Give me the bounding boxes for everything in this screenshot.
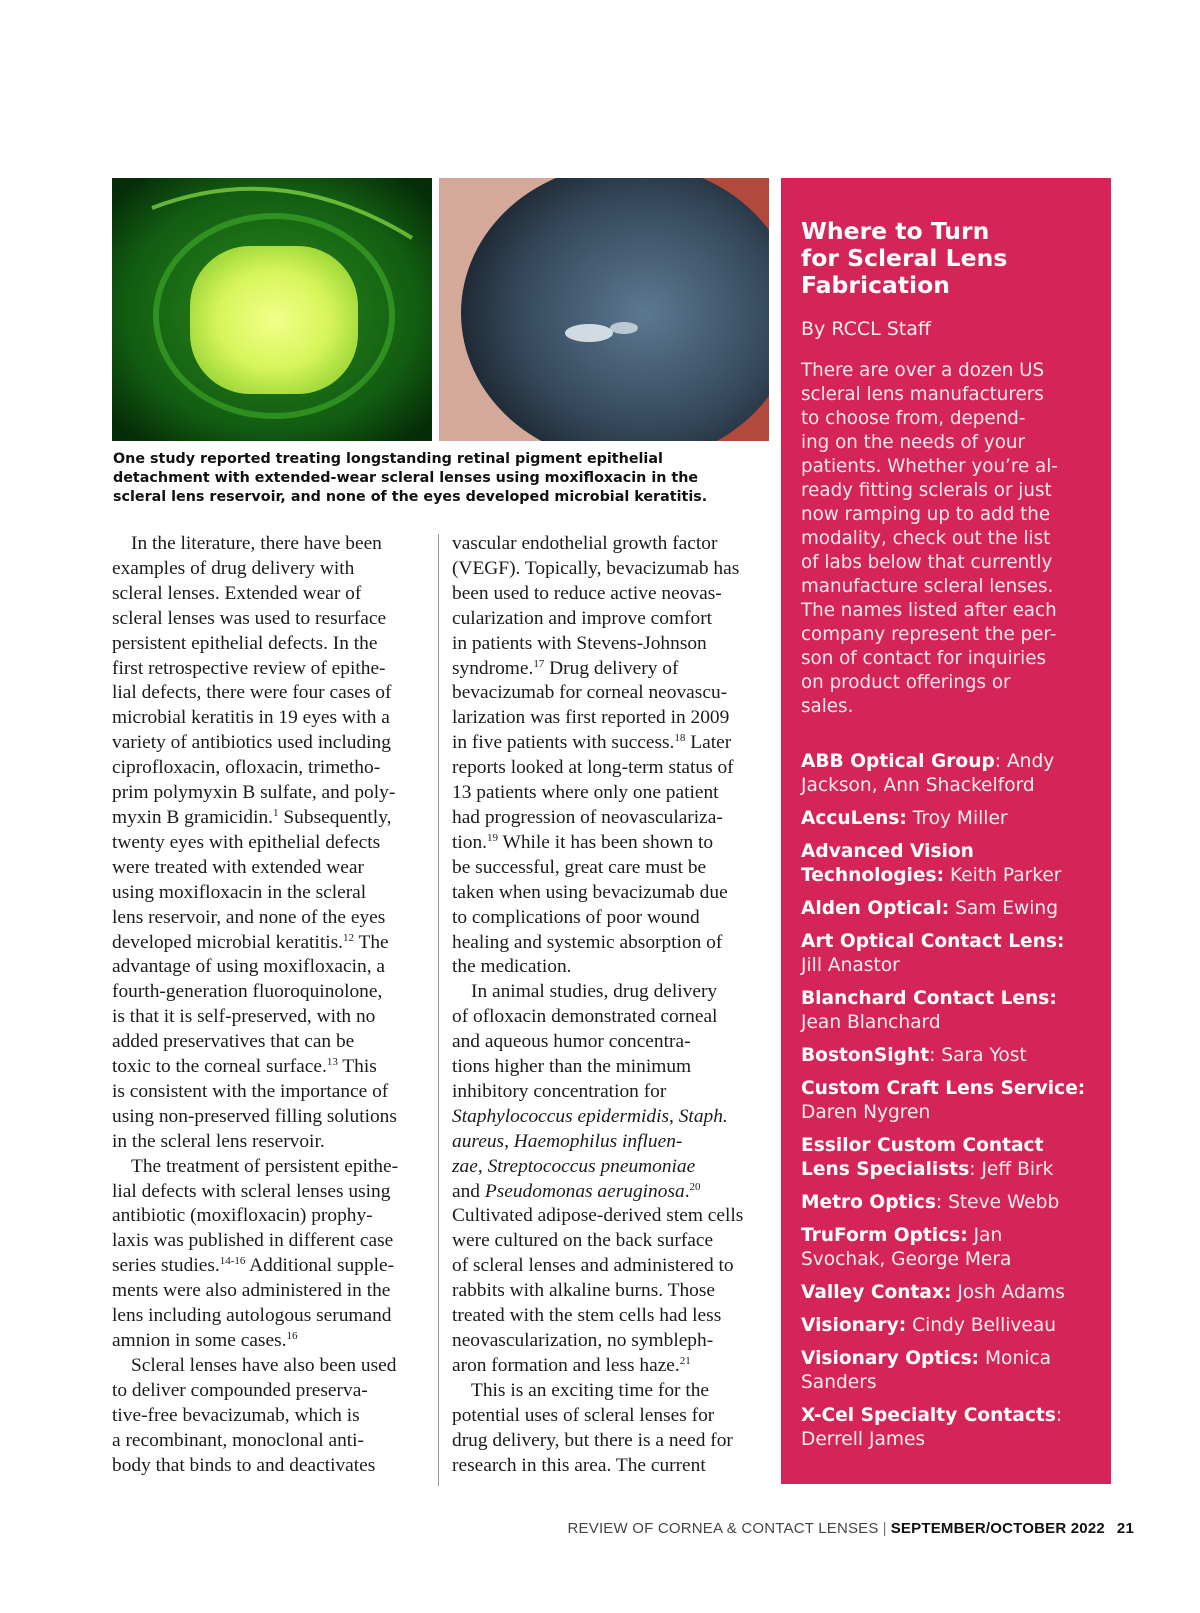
lab-company: Alden Optical: (801, 898, 950, 919)
body-text-line: In animal studies, drug delivery (471, 981, 718, 1003)
body-text-line: tion.$^{19}$ While it has been shown to (452, 831, 714, 853)
lab-company: Custom Craft Lens Service: (801, 1078, 1086, 1099)
lab-contact: Josh Adams (951, 1282, 1065, 1303)
body-text-line: and aqueous humor concentra- (452, 1031, 691, 1053)
body-text-line: the medication. (452, 956, 572, 978)
citation-ref: 14-16 (219, 1255, 246, 1268)
intro-line: modality, check out the list (801, 528, 1051, 549)
blue-cornea-eye-photo (439, 178, 769, 441)
lab-contact: : Sara Yost (929, 1045, 1027, 1066)
sidebar-intro (801, 359, 1106, 719)
body-text-line: tions higher than the minimum (452, 1056, 692, 1078)
citation-ref: 13 (326, 1056, 338, 1069)
citation-ref: 1 (273, 806, 279, 819)
body-text-line: healing and systemic absorption of (452, 931, 723, 953)
lab-contact: Sam Ewing (949, 898, 1058, 919)
body-text-line: of scleral lenses and administered to (452, 1255, 734, 1277)
sidebar-title: Where to Turn for Scleral Lens Fabrication (801, 217, 1008, 299)
body-text-line: amnion in some cases.$^{16}$ (112, 1330, 298, 1351)
lab-contact: Jill Anastor (801, 955, 900, 976)
body-text-line: larization was first reported in 2009 (452, 707, 730, 729)
body-text-line: added preservatives that can be (112, 1031, 355, 1053)
body-text-line: to complications of poor wound (452, 906, 700, 928)
body-text-line: antibiotic (moxifloxacin) prophy- (112, 1205, 373, 1227)
page-footer (568, 1520, 1135, 1537)
lab-contact: Sanders (801, 1372, 877, 1393)
article-column-right (452, 532, 772, 1478)
caption-line: scleral lens reservoir, and none of the eyes developed microbial keratitis. (113, 489, 708, 505)
body-text-line: neovascularization, no symbleph- (452, 1330, 714, 1351)
citation-ref: 17 (533, 657, 545, 670)
lab-entry (801, 750, 1106, 798)
lab-entry (801, 1224, 1106, 1272)
citation-ref: 18 (674, 732, 686, 745)
body-text-line: in the scleral lens reservoir. (112, 1130, 325, 1152)
body-text-line: laxis was published in different case (112, 1230, 394, 1252)
lab-contact: Monica (979, 1348, 1052, 1369)
lab-entry (801, 1191, 1106, 1215)
lab-entry (801, 1281, 1106, 1305)
body-text-line: examples of drug delivery with (112, 557, 355, 579)
intro-line: son of contact for inquiries (801, 648, 1047, 669)
body-text-line: lens including autologous serumand (112, 1305, 392, 1327)
lab-company: Metro Optics (801, 1192, 936, 1213)
citation-ref: 21 (679, 1354, 691, 1367)
body-text-line: research in this area. The current (452, 1454, 706, 1476)
intro-line: company represent the per- (801, 624, 1057, 645)
body-text-line: scleral lenses was used to resurface (112, 607, 387, 629)
body-text-line: in patients with Stevens-Johnson (452, 632, 707, 654)
body-text-line: treated with the stem cells had less (452, 1305, 722, 1327)
intro-line: of labs below that currently (801, 552, 1053, 573)
lab-entry (801, 1314, 1106, 1338)
body-text-line: Scleral lenses have also been used (131, 1354, 397, 1376)
intro-line: ready fitting sclerals or just (801, 480, 1052, 501)
sidebar-byline: By RCCL Staff (801, 318, 931, 340)
body-text-line: using moxifloxacin in the scleral (112, 881, 367, 903)
body-text-line: lial defects, there were four cases of (112, 682, 392, 704)
body-text-line: microbial keratitis in 19 eyes with a (112, 707, 390, 729)
body-text-line: The treatment of persistent epithe- (131, 1155, 399, 1177)
body-text-line: body that binds to and deactivates (112, 1454, 376, 1476)
body-text-line: variety of antibiotics used including (112, 732, 391, 754)
body-text-line: rabbits with alkaline burns. Those (452, 1280, 715, 1302)
body-text-line: had progression of neovasculariza- (452, 806, 723, 828)
body-text-line: scleral lenses. Extended wear of (112, 582, 362, 604)
body-text-line: advantage of using moxifloxacin, a (112, 956, 386, 978)
body-text-line: fourth-generation fluoroquinolone, (112, 981, 383, 1003)
lab-entry (801, 1404, 1106, 1452)
body-text-line: 13 patients where only one patient (452, 782, 719, 804)
body-text-line: Cultivated adipose-derived stem cells (452, 1205, 744, 1227)
body-text-line: syndrome.$^{17}$ Drug delivery of (452, 657, 679, 679)
body-text-line: inhibitory concentration for (452, 1080, 667, 1102)
fluorescein-eye-photo (112, 178, 432, 441)
body-text-line: In the literature, there have been (131, 533, 382, 554)
page-number: 21 (1116, 1520, 1134, 1537)
lab-company: TruForm Optics: (801, 1225, 968, 1246)
lab-contact: Jackson, Ann Shackelford (801, 775, 1035, 796)
lab-entry (801, 1347, 1106, 1395)
lab-company: Art Optical Contact Lens: (801, 931, 1065, 952)
body-text-line: reports looked at long-term status of (452, 757, 734, 779)
lab-entry (801, 897, 1106, 921)
body-text-line: be successful, great care must be (452, 856, 707, 878)
body-text-line: zae, Streptococcus pneumoniae (452, 1155, 696, 1177)
lab-contact: Keith Parker (944, 865, 1062, 886)
lab-entry (801, 1077, 1106, 1125)
lab-contact: : (1055, 1405, 1063, 1426)
intro-line: patients. Whether you’re al- (801, 456, 1058, 477)
body-text-line: bevacizumab for corneal neovascu- (452, 682, 728, 704)
body-text-line: myxin B gramicidin.$^1$ Subsequently, (112, 806, 392, 828)
lab-company: Lens Specialists (801, 1159, 970, 1180)
body-text-line: Staphylococcus epidermidis, Staph. (452, 1105, 728, 1127)
lab-company: X-Cel Specialty Contacts (801, 1405, 1056, 1426)
lab-entry (801, 987, 1106, 1035)
citation-ref: 20 (689, 1180, 701, 1193)
body-text-line: cularization and improve comfort (452, 607, 713, 629)
lab-contact: : Steve Webb (935, 1192, 1060, 1213)
citation-ref: 12 (343, 931, 354, 944)
lab-company: Advanced Vision (801, 841, 974, 862)
lab-company: Blanchard Contact Lens: (801, 988, 1057, 1009)
lab-company: Essilor Custom Contact (801, 1135, 1044, 1156)
body-text-line: using non-preserved filling solutions (112, 1105, 397, 1127)
body-text-line: developed microbial keratitis.$^{12}$ The (112, 931, 389, 953)
lab-company: Technologies: (801, 865, 945, 886)
caption-line: detachment with extended-wear scleral lenses using moxifloxacin in the (113, 470, 699, 486)
intro-line: ing on the needs of your (801, 432, 1026, 453)
body-text-line: drug delivery, but there is a need for (452, 1429, 733, 1451)
body-text-line: (VEGF). Topically, bevacizumab has (452, 557, 740, 579)
body-text-line: tive-free bevacizumab, which is (112, 1404, 360, 1426)
lab-contact: Jean Blanchard (801, 1012, 941, 1033)
lab-company: Visionary Optics: (801, 1348, 980, 1369)
body-text-line: ments were also administered in the (112, 1280, 391, 1302)
lab-entry (801, 807, 1106, 831)
body-text-line: taken when using bevacizumab due (452, 881, 728, 903)
body-text-line: and Pseudomonas aeruginosa.$^{20}$ (452, 1180, 701, 1202)
lab-entry (801, 1134, 1106, 1182)
intro-line: There are over a dozen US (801, 360, 1045, 381)
body-text-line: toxic to the corneal surface.$^{13}$ This (112, 1056, 377, 1078)
lab-company: AccuLens: (801, 808, 907, 829)
lab-list (801, 750, 1106, 1461)
intro-line: sales. (801, 696, 854, 717)
body-text-line: a recombinant, monoclonal anti- (112, 1429, 364, 1451)
body-text-line: to deliver compounded preserva- (112, 1379, 368, 1401)
body-text-line: twenty eyes with epithelial defects (112, 831, 381, 853)
lab-contact: Troy Miller (906, 808, 1008, 829)
intro-line: now ramping up to add the (801, 504, 1051, 525)
lab-contact: Daren Nygren (801, 1102, 931, 1123)
column-divider (438, 534, 439, 1486)
footer-separator: | (882, 1520, 887, 1537)
body-text-line: were cultured on the back surface (452, 1230, 714, 1252)
lab-contact: Derrell James (801, 1429, 926, 1450)
body-text-line: persistent epithelial defects. In the (112, 632, 378, 654)
citation-ref: 16 (286, 1330, 298, 1342)
lab-company: Visionary: (801, 1315, 907, 1336)
intro-line: scleral lens manufacturers (801, 384, 1044, 405)
body-text-line: is that it is self-preserved, with no (112, 1006, 376, 1028)
intro-line: The names listed after each (801, 600, 1057, 621)
body-text-line: is consistent with the importance of (112, 1080, 389, 1102)
body-text-line: series studies.$^{14-16}$ Additional supple- (112, 1255, 395, 1277)
body-text-line: been used to reduce active neovas- (452, 582, 722, 604)
body-text-line: This is an exciting time for the (471, 1379, 710, 1401)
lab-entry (801, 930, 1106, 978)
intro-line: on product offerings or (801, 672, 1011, 693)
caption-line: One study reported treating longstanding retinal pigment epithelial (113, 451, 663, 467)
lab-contact: Jan (967, 1225, 1003, 1246)
body-text-line: of ofloxacin demonstrated corneal (452, 1006, 718, 1028)
citation-ref: 19 (487, 831, 499, 844)
body-text-line: in five patients with success.$^{18}$ Later (452, 732, 732, 754)
figure-caption (113, 450, 753, 507)
body-text-line: were treated with extended wear (112, 856, 364, 878)
body-text-line: aureus, Haemophilus influen- (452, 1130, 683, 1152)
intro-line: manufacture scleral lenses. (801, 576, 1054, 597)
lab-company: BostonSight (801, 1045, 930, 1066)
body-text-line: lial defects with scleral lenses using (112, 1180, 391, 1202)
lab-company: Valley Contax: (801, 1282, 952, 1303)
body-text-line: vascular endothelial growth factor (452, 533, 718, 554)
lab-entry (801, 1044, 1106, 1068)
lab-contact: : Jeff Birk (969, 1159, 1054, 1180)
body-text-line: first retrospective review of epithe- (112, 657, 386, 679)
intro-line: to choose from, depend- (801, 408, 1026, 429)
lab-contact: : Andy (994, 751, 1055, 772)
lab-contact: Svochak, George Mera (801, 1249, 1012, 1270)
issue-date: SEPTEMBER/OCTOBER 2022 (890, 1520, 1105, 1537)
body-text-line: potential uses of scleral lenses for (452, 1404, 715, 1426)
body-text-line: ciprofloxacin, ofloxacin, trimetho- (112, 757, 381, 779)
article-column-left (112, 532, 420, 1478)
lab-company: ABB Optical Group (801, 751, 995, 772)
lab-contact: Cindy Belliveau (906, 1315, 1057, 1336)
publication-name: REVIEW OF CORNEA & CONTACT LENSES (567, 1520, 879, 1537)
sidebar-box (781, 178, 1111, 1484)
body-text-line: lens reservoir, and none of the eyes (112, 906, 386, 928)
body-text-line: prim polymyxin B sulfate, and poly- (112, 782, 396, 804)
lab-entry (801, 840, 1106, 888)
body-text-line: aron formation and less haze.$^{21}$ (452, 1354, 691, 1376)
